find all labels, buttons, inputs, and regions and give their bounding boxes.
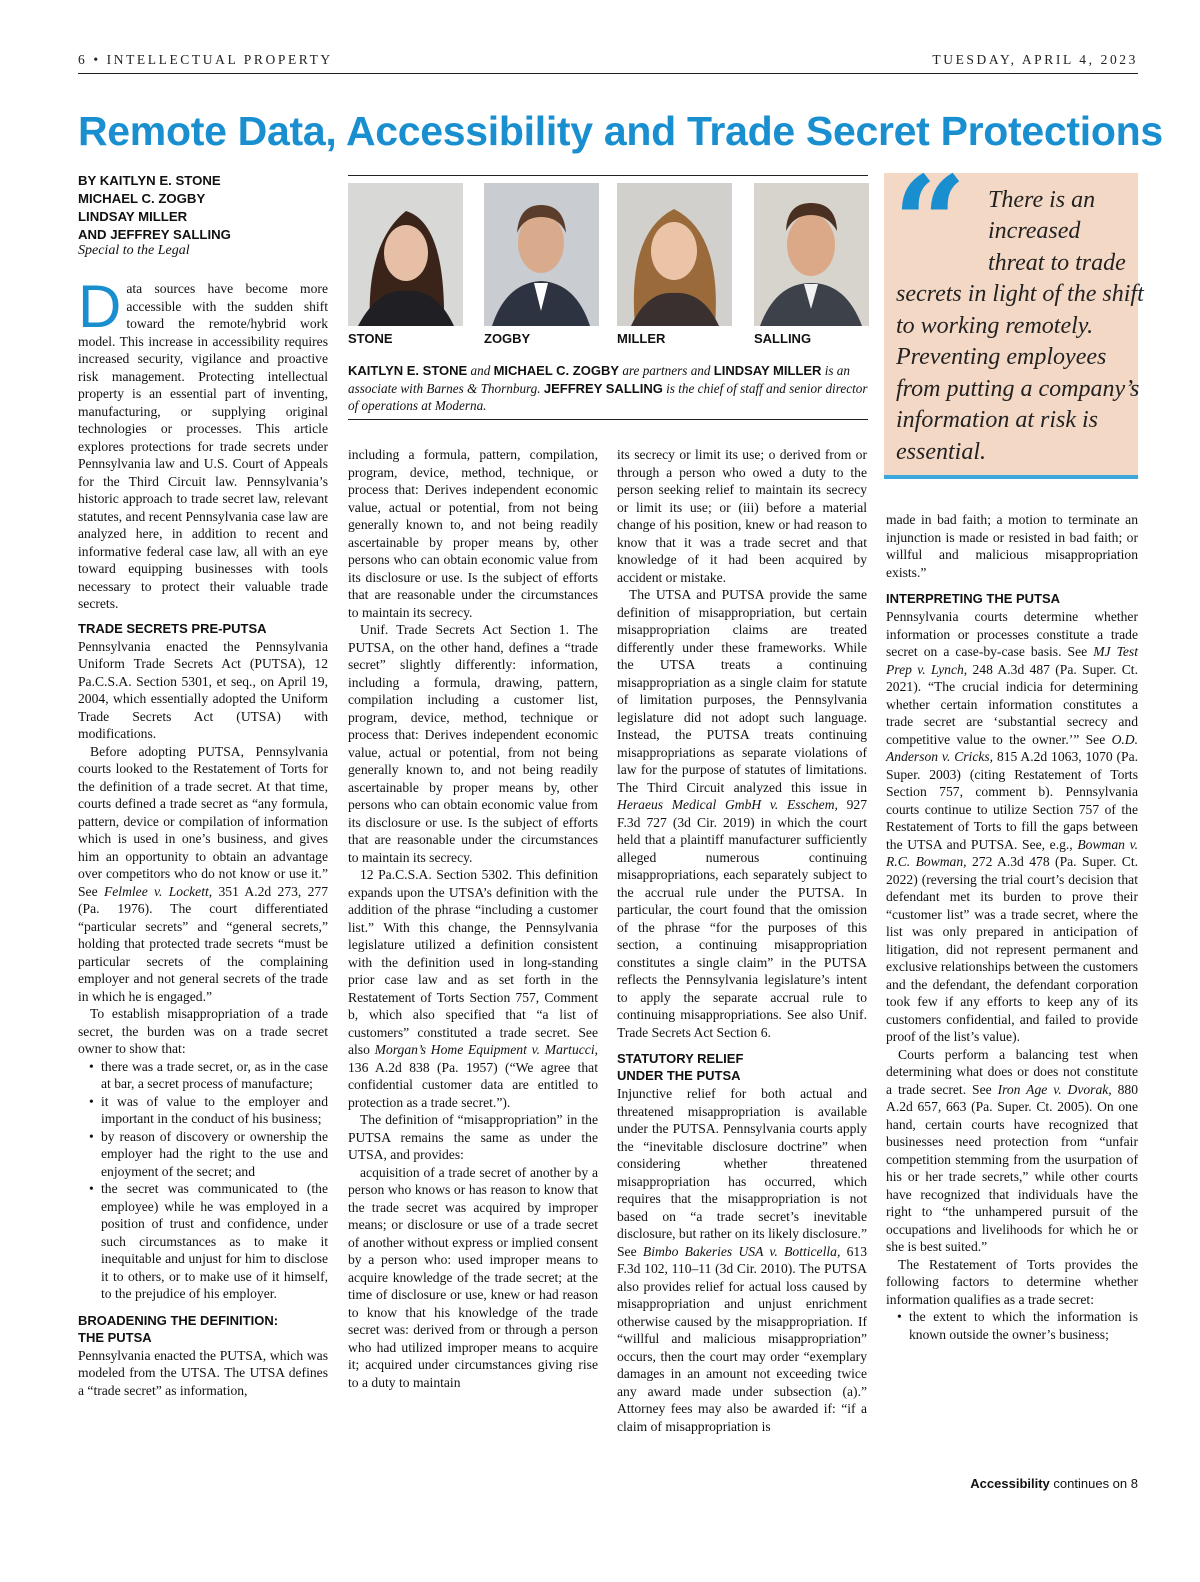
- header-rule: [78, 73, 1138, 74]
- bullet-item: • the extent to which the information is known outside the owner’s business;: [909, 1308, 1138, 1343]
- case-citation: Bimbo Bakeries USA v. Botticella,: [642, 1243, 841, 1259]
- byline: [78, 172, 338, 244]
- portrait-image: [348, 183, 463, 326]
- bullet-item: • by reason of discovery or ownership the employer had the right to the use and enjoyment of the secret; and: [101, 1128, 328, 1181]
- paragraph: To establish misappropriation of a trade secret, the burden was on a trade secret owner to show that:: [78, 1006, 328, 1056]
- case-citation: Bowman v. R.C. Bowman,: [886, 836, 1139, 869]
- article-column-3: [617, 446, 867, 1435]
- photo-miller: [617, 183, 732, 326]
- bullet-list: [886, 1308, 1138, 1343]
- paragraph: The Restatement of Torts provides the following factors to determine whether information qualifies as a trade secret:: [886, 1256, 1138, 1307]
- paragraph: 12 Pa.C.S.A. Section 5302. This definition expands upon the UTSA’s definition with the addition of the phrase “including a customer list.” With this change, the Pennsylvania legislature utilized a definition consistent with the definition used in long-standing prior case law and as set forth in the Restatement of Torts Section 757, Comment b, which also specified that “a list of customers” constituted a trade secret. See also Morgan’s Home Equipment v. Martucci, 136 A.2d 838 (Pa. 1957) (“We agree that confidential customer data are entitled to protection as a trade secret.”).: [348, 867, 598, 1110]
- article-title: Remote Data, Accessibility and Trade Secret Protections: [78, 108, 1163, 154]
- section-heading: TRADE SECRETS PRE-PUTSA: [78, 620, 267, 636]
- case-citation: Heraeus Medical GmbH v. Esschem,: [617, 797, 838, 812]
- pull-quote-line: information at risk is: [896, 407, 1099, 433]
- paragraph: Courts perform a balancing test when determining what does or does not constitute a trade secret. See Iron Age v. Dvorak, 880 A.2d 657, 663 (Pa. Super. Ct. 2005). On one hand, certain courts have recognized that businesses need protection from “unfair competition stemming from the usurpation of his or her trade secrets,” while other courts have recognized that individuals have the right to “the unhampered pursuit of the occupations and livelihoods for which he or she is best suited.”: [886, 1046, 1138, 1254]
- author-bio: KAITLYN E. STONE and MICHAEL C. ZOGBY are partners and LINDSAY MILLER is an associate with Barnes & Thornburg. JEFFREY SALLING is the chief of staff and senior director of operations at Moderna.: [348, 363, 868, 413]
- paragraph: including a formula, pattern, compilation, program, device, method, technique, or process that: Derives independent economic value, actual or potential, from not being generally known to, and not being readily ascertainable by proper means by, other persons who can obtain economic value from its disclosure or use. Is the subject of efforts that are reasonable under the circumstances to maintain its secrecy.: [348, 447, 598, 620]
- photo-caption: MILLER: [617, 331, 666, 346]
- portrait-image: [617, 183, 732, 326]
- byline-line: AND JEFFREY SALLING: [78, 227, 231, 242]
- paragraph: acquisition of a trade secret of another by a person who knows or has reason to know that the trade secret was acquired by improper means; or disclosure or use of a trade secret of another without express or implied consent by a person who: used improper means to acquire knowledge of the trade secret; at the time of disclosure or use, knew or had reason to know that his knowledge of the trade secret was: derived from or through a person who had utilized improper means to acquire it; acquired under circumstances giving rise to a duty to maintain: [348, 1164, 598, 1390]
- article-column-1: [78, 273, 329, 1399]
- pull-quote-line: There is an: [988, 187, 1096, 213]
- paragraph: The definition of “misappropriation” in the PUTSA remains the same as under the UTSA, and provides:: [348, 1112, 598, 1162]
- paragraph: The UTSA and PUTSA provide the same definition of misappropriation, but certain misappropriation claims are treated differently under these frameworks. While the UTSA treats a continuing misappropriation as a single claim for statute of limitation purposes, the Pennsylvania legislature did not adopt such language. Instead, the PUTSA treats continuing misappropriations as separate violations of law for the purpose of statutes of limitations. The Third Circuit analyzed this issue in Heraeus Medical GmbH v. Esschem, 927 F.3d 727 (3d Cir. 2019) in which the court held that a plaintiff manufacturer sufficiently alleged numerous continuing misappropriations, each separately subject to the accrual rule under the PUTSA. In particular, the court found that the omission of the phrase “for the purposes of this section, a continuing misappropriation constitutes a single claim” in the PUTSA reflects the Pennsylvania legislature’s intent to apply the separate accrual rule to continuing misappropriations. See also Unif. Trade Secrets Act Section 6.: [617, 587, 868, 1040]
- byline-special: Special to the Legal: [78, 243, 190, 258]
- byline-line: BY KAITLYN E. STONE: [78, 173, 221, 188]
- paragraph: Pennsylvania enacted the PUTSA, which was modeled from the UTSA. The UTSA defines a “trade secret” as information,: [78, 1347, 328, 1398]
- paragraph: Pennsylvania courts determine whether information or processes constitute a trade secret on a case-by-case basis. See MJ Test Prep v. Lynch, 248 A.3d 487 (Pa. Super. Ct. 2021). “The crucial indicia for determining whether certain information constitutes a trade secret are ‘substantial secrecy and competitive value to the owner.’” See O.D. Anderson v. Cricks, 815 A.2d 1063, 1070 (Pa. Super. 2003) (citing Restatement of Torts Section 757, comment b). Pennsylvania courts continue to utilize Section 757 of the Restatement of Torts to fill the gaps between the UTSA and PUTSA. See, e.g., Bowman v. R.C. Bowman, 272 A.3d 478 (Pa. Super. Ct. 2022) (reversing the trial court’s decision that defendant met its burden to prove their “customer list” was a trade secret, where the list was only prepared in anticipation of litigation, did not represent permanent and exclusive relationships between the customers and the defendant, the defendant corporation took few if any efforts to keep any of its customers confidential, and failed to provide proof of the list’s value).: [886, 609, 1139, 1044]
- case-citation: Iron Age v. Dvorak,: [997, 1081, 1112, 1097]
- photo-salling: [754, 183, 869, 326]
- case-citation: MJ Test Prep v. Lynch,: [886, 644, 1138, 677]
- paragraph: Pennsylvania enacted the Pennsylvania Uniform Trade Secrets Act (PUTSA), 12 Pa.C.S.A. Section 5301, et seq., on April 19, 2004, which essentially adopted the Uniform Trade Secrets Act (UTSA) with modifications.: [78, 638, 328, 741]
- article-column-2: [348, 446, 598, 1391]
- photo-zogby: [484, 183, 599, 326]
- section-heading: BROADENING THE DEFINITION: THE PUTSA: [78, 1312, 279, 1345]
- pull-quote-line: to working remotely.: [896, 313, 1094, 339]
- pull-quote-line: secrets in light of the shift: [896, 281, 1144, 307]
- bullet-item: • there was a trade secret, or, as in the case at bar, a secret process of manufacture;: [101, 1058, 328, 1093]
- pull-quote-line: from putting a company’s: [896, 376, 1140, 402]
- photo-caption: ZOGBY: [484, 331, 531, 346]
- portrait-image: [754, 183, 869, 326]
- portrait-image: [484, 183, 599, 326]
- pull-quote-line: Preventing employees: [896, 344, 1107, 370]
- byline-line: MICHAEL C. ZOGBY: [78, 191, 206, 206]
- section-heading: STATUTORY RELIEF UNDER THE PUTSA: [617, 1051, 744, 1083]
- case-citation: O.D. Anderson v. Cricks,: [886, 731, 1138, 764]
- bullet-item: • the secret was communicated to (the employee) while he was employed in a position of trust and confidence, under such circumstances as to make it inequitable and unjust for him to disclose it to others, or to make use of it himself, to the prejudice of his employer.: [101, 1180, 328, 1303]
- running-head-date: TUESDAY, APRIL 4, 2023: [932, 52, 1138, 67]
- running-head-left: 6 • INTELLECTUAL PROPERTY: [78, 52, 333, 67]
- section-heading: INTERPRETING THE PUTSA: [886, 591, 1061, 606]
- photo-stone: [348, 183, 463, 326]
- bullet-item: • it was of value to the employer and important in the conduct of his business;: [101, 1093, 328, 1128]
- bullet-list: [78, 1058, 328, 1303]
- pull-quote-line: threat to trade: [988, 250, 1126, 276]
- quote-mark-icon: “: [893, 149, 967, 299]
- case-citation: Morgan’s Home Equipment v. Martucci,: [374, 1042, 598, 1057]
- pull-quote-line: essential.: [896, 439, 986, 465]
- paragraph: its secrecy or limit its use; o derived from or through a person who owed a duty to the person seeking relief to maintain its secrecy or limit its use; or (iii) before a material change of his position, knew or had reason to know that it was a trade secret and that knowledge of it had been acquired by accident or mistake.: [617, 447, 867, 585]
- pull-quote-line: increased: [988, 218, 1081, 244]
- paragraph: made in bad faith; a motion to terminate an injunction is made or resisted in bad faith; or willful and malicious misappropriation exists.”: [886, 512, 1138, 580]
- continuation-line: Accessibility continues on 8: [970, 1476, 1138, 1491]
- photo-caption: SALLING: [754, 331, 812, 346]
- intro-paragraph: Data sources have become more accessible with the sudden shift toward the remote/hybrid work model. This increase in accessibility requires increased security, vigilance and proactive risk management. Protecting intellectual property is an essential part of inventing, manufacturing, or supplying original technologies or processes. This article explores protections for trade secrets under Pennsylvania law and U.S. Court of Appeals for the Third Circuit law. Pennsylvania’s historic approach to trade secret law, relevant statutes, and recent Pennsylvania case law are analyzed here, in addition to recent and informative federal case law, all with an eye toward equipping businesses with tools necessary to protect their valuable trade secrets.: [78, 273, 328, 611]
- paragraph: Before adopting PUTSA, Pennsylvania courts looked to the Restatement of Torts for the definition of a trade secret. At that time, courts defined a trade secret as “any formula, pattern, device or compilation of information which is used in one’s business, and gives him an opportunity to obtain an advantage over competitors who do not know or use it.” See Felmlee v. Lockett, 351 A.2d 273, 277 (Pa. 1976). The court differentiated “particular secrets” and “general secrets,” holding that protected trade secrets “must be particular secrets of the complaining employer and not general secrets of the trade in which he is engaged.”: [78, 743, 329, 1004]
- paragraph: Injunctive relief for both actual and threatened misappropriation is available under the PUTSA. Pennsylvania courts apply the “inevitable disclosure doctrine” when considering whether threatened misappropriation has occurred, which requires that the misappropriation is not based on “a trade secret’s inevitable disclosure, but rather on its likely disclosure.” See Bimbo Bakeries USA v. Botticella, 613 F.3d 102, 110–11 (3d Cir. 2010). The PUTSA also provides relief for actual loss caused by misappropriation and unjust enrichment otherwise caused by the misappropriation. If “willful and malicious misappropriation” occurs, then the court may order “exemplary damages in an amount not exceeding twice any award made under subsection (a).” Attorney fees may also be awarded if: “if a claim of misappropriation is: [617, 1086, 867, 1434]
- case-citation: Felmlee v. Lockett,: [103, 883, 213, 899]
- bio-rule: [348, 419, 868, 420]
- photos-rule: [348, 175, 868, 176]
- photo-caption: STONE: [348, 331, 393, 346]
- article-column-4: [886, 511, 1138, 1343]
- paragraph: Unif. Trade Secrets Act Section 1. The PUTSA, on the other hand, defines a “trade secret” slightly differently: information, including a formula, drawing, pattern, compilation including a customer list, program, device, method, technique or process that: Derives independent economic value, actual or potential, from not being generally known to, and not being readily ascertainable by proper means by, other persons who can obtain economic value from its disclosure or use. Is the subject of efforts that are reasonable under the circumstances to maintain its secrecy.: [348, 622, 598, 865]
- drop-cap: D: [78, 273, 122, 340]
- byline-line: LINDSAY MILLER: [78, 209, 188, 224]
